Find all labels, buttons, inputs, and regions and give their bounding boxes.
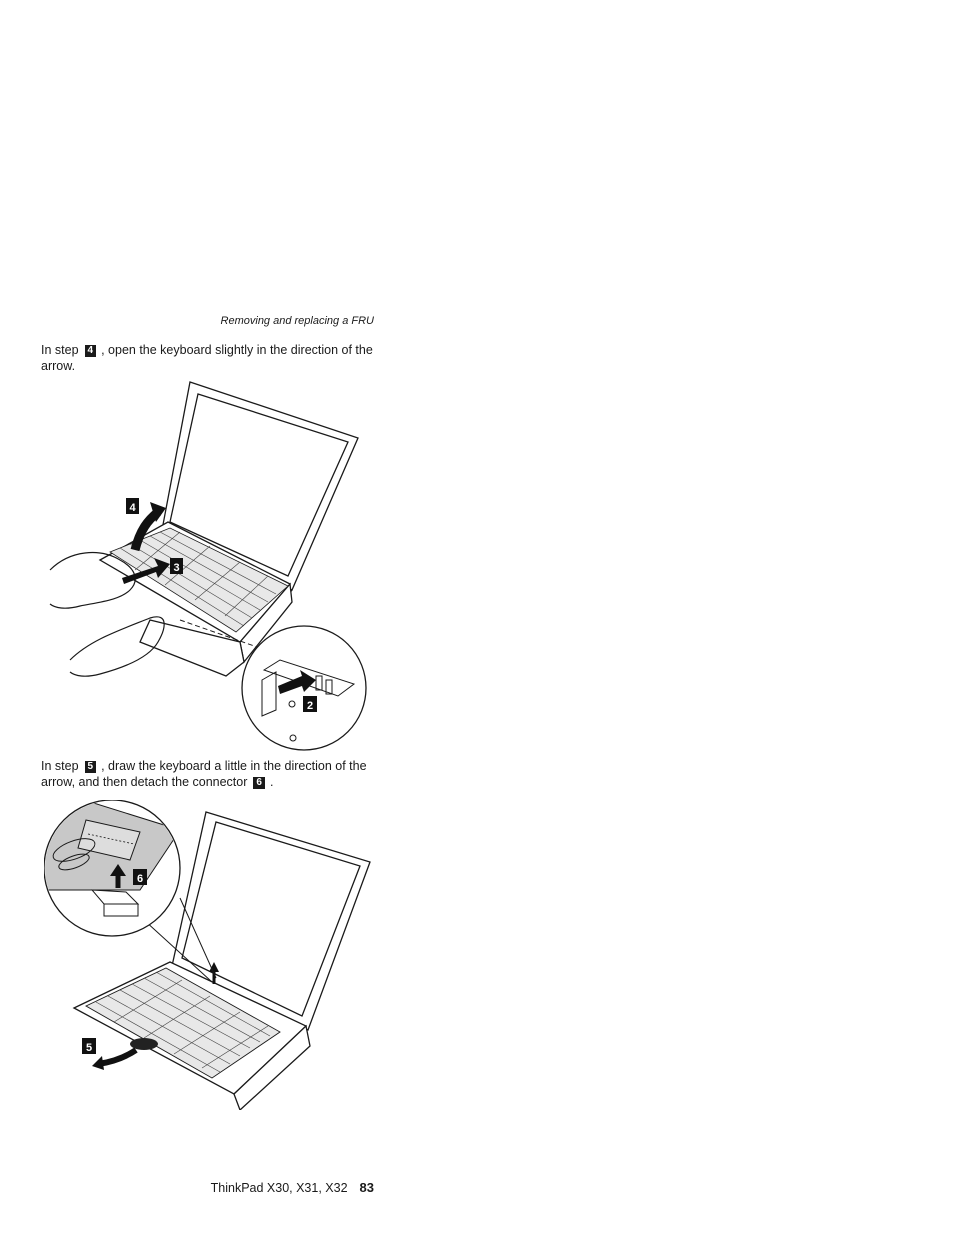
instruction-step-5 [41, 758, 376, 790]
callout-5: 5 [85, 1042, 93, 1054]
product-name: ThinkPad X30, X31, X32 [210, 1181, 348, 1195]
callout-2: 2 [306, 700, 314, 712]
callout-3: 3 [173, 562, 180, 574]
callout-4: 4 [129, 502, 136, 514]
step-text-middle: , draw the keyboard a little in the direction of the arrow, and then detach the connector [41, 759, 367, 789]
running-head: Removing and replacing a FRU [220, 315, 374, 327]
step-text-after: , open the keyboard slightly in the direction of the arrow. [41, 343, 373, 373]
figure-detach-connector [44, 800, 372, 1110]
step-badge-4: 4 [85, 345, 97, 357]
step-text-end: . [269, 775, 274, 789]
page-number: 83 [359, 1180, 374, 1195]
instruction-step-4 [41, 342, 376, 374]
figure-open-keyboard [40, 380, 370, 755]
connector-badge-6: 6 [253, 777, 265, 789]
page-footer [200, 1180, 374, 1195]
step-text-before: In step [41, 343, 79, 357]
step-text-before: In step [41, 759, 79, 773]
callout-6: 6 [136, 873, 144, 885]
step-badge-5: 5 [85, 761, 97, 773]
